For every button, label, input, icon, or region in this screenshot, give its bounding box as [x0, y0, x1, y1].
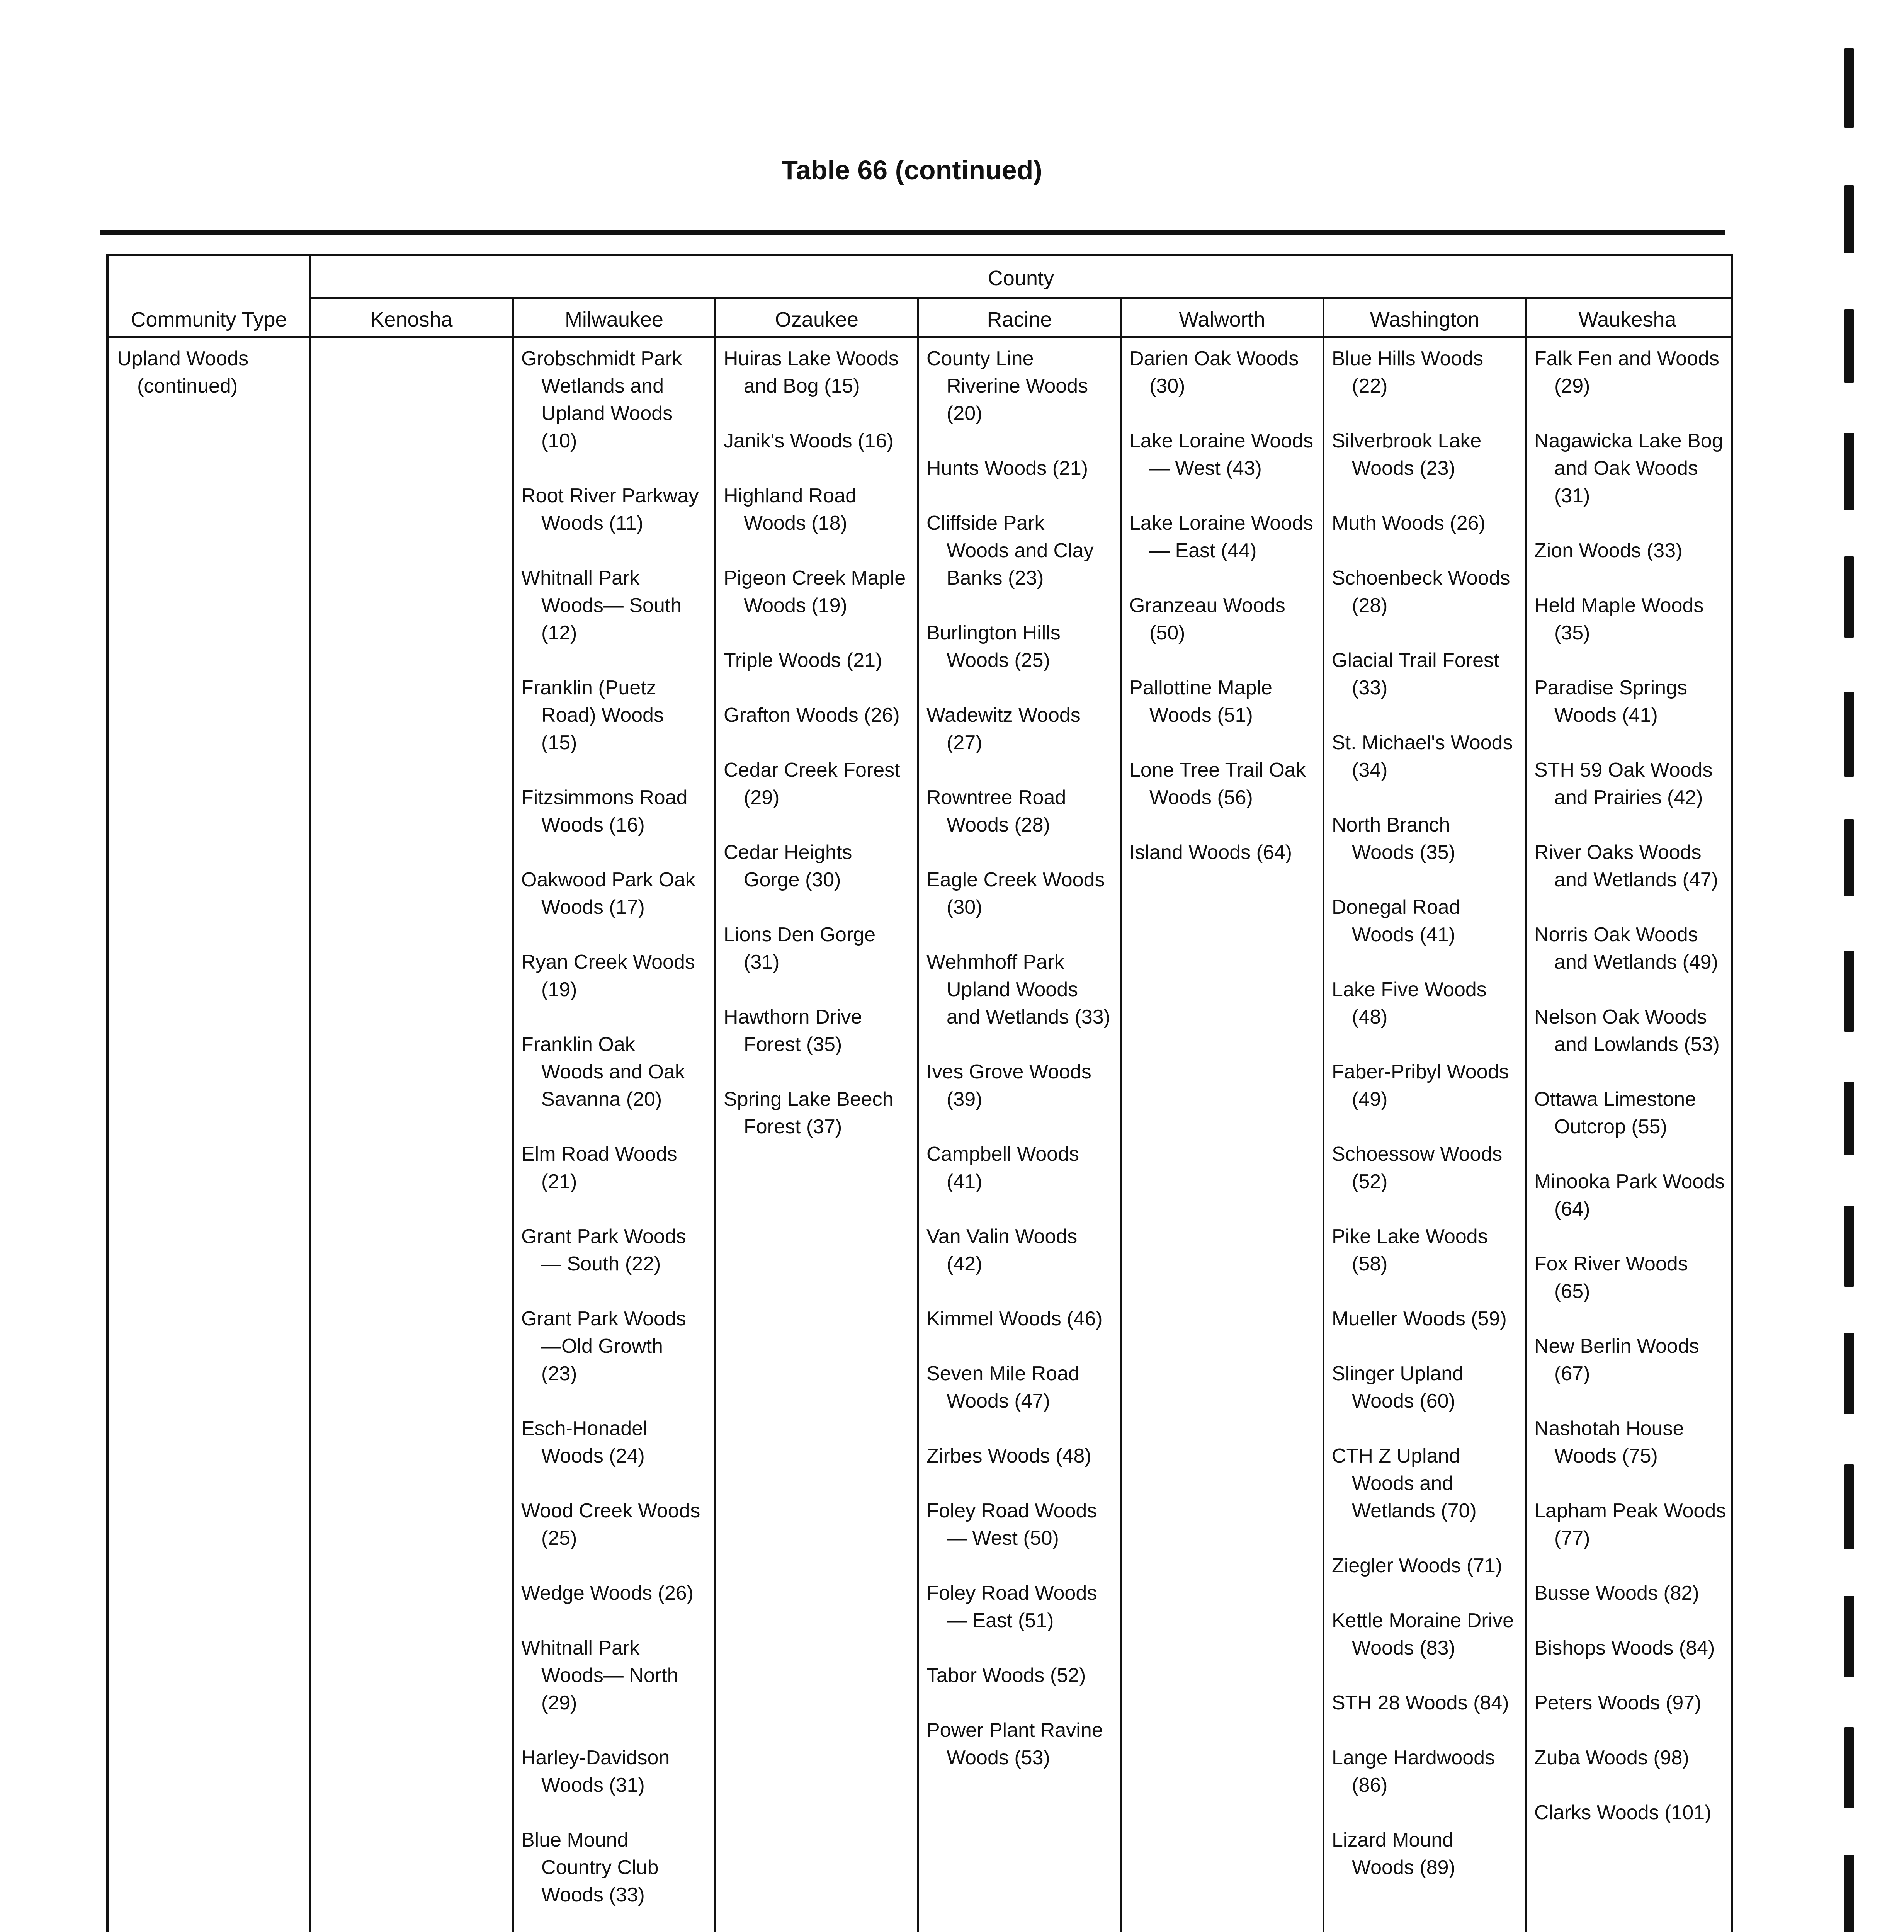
site-entry: Lange Hardwoods (86) — [1332, 1747, 1495, 1796]
site-entry: Mueller Woods (59) — [1332, 1308, 1507, 1330]
site-entry: Triple Woods (21) — [724, 649, 882, 672]
binding-mark — [1844, 1855, 1854, 1932]
table-title: Table 66 (continued) — [781, 155, 1042, 185]
site-entry: Highland Road Woods (18) — [724, 485, 857, 534]
site-entry: Muth Woods (26) — [1332, 512, 1486, 534]
site-entry: Paradise Springs Woods (41) — [1534, 677, 1687, 726]
site-entry: Ryan Creek Woods (19) — [521, 951, 695, 1001]
washington-cell — [1332, 345, 1517, 1909]
site-entry: Whitnall Park Woods— South (12) — [521, 567, 682, 644]
site-entry: Kimmel Woods (46) — [926, 1308, 1103, 1330]
county-header-racine: Racine — [987, 308, 1052, 331]
site-entry: Clarks Woods (101) — [1534, 1801, 1712, 1824]
site-entry: Island Woods (64) — [1129, 841, 1292, 864]
site-entry: Lions Den Gorge (31) — [724, 923, 876, 973]
site-entry: Tabor Woods (52) — [926, 1664, 1086, 1687]
binding-mark — [1844, 48, 1854, 128]
site-entry: Pallottine Maple Woods (51) — [1129, 677, 1272, 726]
site-entry: Donegal Road Woods (41) — [1332, 896, 1460, 946]
site-entry: Foley Road Woods— East (51) — [926, 1582, 1097, 1632]
site-entry: Granzeau Woods (50) — [1129, 594, 1285, 644]
county-header-milwaukee: Milwaukee — [564, 308, 664, 331]
site-entry: Hunts Woods (21) — [926, 457, 1088, 480]
site-entry: Minooka Park Woods (64) — [1534, 1170, 1725, 1220]
site-entry: Van Valin Woods (42) — [926, 1225, 1078, 1275]
header-divider — [309, 297, 1731, 299]
site-entry: Grant Park Woods— South (22) — [521, 1225, 686, 1275]
site-entry: Wehmhoff Park Upland Woods and Wetlands (33) — [926, 951, 1110, 1028]
site-entry: Whitnall Park Woods— North (29) — [521, 1637, 678, 1714]
community-type-header: Community Type — [131, 308, 287, 331]
site-entry: Cliffside Park Woods and Clay Banks (23) — [926, 512, 1094, 589]
site-entry: Darien Oak Woods (30) — [1129, 347, 1299, 397]
site-entry: Wadewitz Woods (27) — [926, 704, 1081, 754]
site-entry: Glacial Trail Forest (33) — [1332, 649, 1499, 699]
site-entry: Rowntree Road Woods (28) — [926, 786, 1066, 836]
county-header-kenosha: Kenosha — [370, 308, 453, 331]
site-entry: Ives Grove Woods (39) — [926, 1061, 1091, 1111]
site-entry: North Branch Woods (35) — [1332, 814, 1455, 864]
header-bottom-rule — [109, 336, 1731, 338]
site-entry: Pigeon Creek Maple Woods (19) — [724, 567, 906, 617]
ozaukee-cell — [724, 345, 909, 1168]
binding-mark — [1844, 433, 1854, 510]
site-entry: Hawthorn Drive Forest (35) — [724, 1006, 862, 1056]
site-entry: Franklin Oak Woods and Oak Savanna (20) — [521, 1033, 685, 1111]
site-entry: Oakwood Park Oak Woods (17) — [521, 869, 695, 918]
binding-mark — [1844, 1082, 1854, 1155]
binding-mark — [1844, 309, 1854, 383]
binding-mark — [1844, 1333, 1854, 1414]
site-entry: Slinger Upland Woods (60) — [1332, 1362, 1464, 1412]
site-entry: Busse Woods (82) — [1534, 1582, 1699, 1604]
site-entry: Lake Five Woods (48) — [1332, 978, 1487, 1028]
binding-mark — [1844, 1206, 1854, 1287]
site-entry: Silverbrook Lake Woods (23) — [1332, 430, 1482, 480]
site-entry: STH 59 Oak Woods and Prairies (42) — [1534, 759, 1713, 809]
site-entry: Pike Lake Woods (58) — [1332, 1225, 1488, 1275]
site-entry: Bishops Woods (84) — [1534, 1637, 1715, 1659]
site-entry: Peters Woods (97) — [1534, 1692, 1702, 1714]
site-entry: Wood Creek Woods (25) — [521, 1500, 700, 1549]
site-entry: Lone Tree Trail Oak Woods (56) — [1129, 759, 1306, 809]
site-entry: Cedar Creek Forest (29) — [724, 759, 900, 809]
binding-mark — [1844, 1596, 1854, 1677]
site-entry: Ziegler Woods (71) — [1332, 1554, 1503, 1577]
site-entry: Lizard Mound Woods (89) — [1332, 1829, 1455, 1879]
site-entry: Lake Loraine Woods— West (43) — [1129, 430, 1314, 480]
site-entry: Blue Mound Country Club Woods (33) — [521, 1829, 659, 1906]
site-entry: Harley-Davidson Woods (31) — [521, 1747, 670, 1796]
site-entry: Franklin (Puetz Road) Woods (15) — [521, 677, 664, 754]
title-rule — [100, 230, 1726, 235]
site-entry: River Oaks Woods and Wetlands (47) — [1534, 841, 1718, 891]
binding-mark — [1844, 951, 1854, 1032]
site-entry: CTH Z Upland Woods and Wetlands (70) — [1332, 1445, 1477, 1522]
site-entry: Schoenbeck Woods (28) — [1332, 567, 1510, 617]
site-entry: Lake Loraine Woods— East (44) — [1129, 512, 1314, 562]
site-entry: Grobschmidt Park Wetlands and Upland Woods (10) — [521, 347, 682, 452]
site-entry: Blue Hills Woods (22) — [1332, 347, 1484, 397]
community-type-value: Upland Woods (continued) — [117, 347, 249, 397]
site-entry: Fox River Woods (65) — [1534, 1253, 1688, 1303]
site-entry: Huiras Lake Woods and Bog (15) — [724, 347, 899, 397]
site-entry: Zuba Woods (98) — [1534, 1747, 1689, 1769]
site-entry: Foley Road Woods— West (50) — [926, 1500, 1097, 1549]
site-entry: Grafton Woods (26) — [724, 704, 900, 726]
site-entry: Falk Fen and Woods (29) — [1534, 347, 1719, 397]
binding-mark — [1844, 819, 1854, 896]
binding-mark — [1844, 556, 1854, 638]
county-group-header: County — [988, 267, 1054, 290]
binding-mark — [1844, 692, 1854, 777]
site-entry: Burlington Hills Woods (25) — [926, 622, 1061, 672]
site-entry: Fitzsimmons Road Woods (16) — [521, 786, 688, 836]
site-entry: Power Plant Ravine Woods (53) — [926, 1719, 1103, 1769]
site-entry: Cedar Heights Gorge (30) — [724, 841, 852, 891]
walworth-cell — [1129, 345, 1315, 894]
site-entry: County Line Riverine Woods (20) — [926, 347, 1088, 425]
waukesha-cell — [1534, 345, 1727, 1854]
site-entry: Held Maple Woods (35) — [1534, 594, 1704, 644]
binding-mark — [1844, 1464, 1854, 1549]
site-entry: Grant Park Woods—Old Growth (23) — [521, 1308, 686, 1385]
binding-mark — [1844, 1727, 1854, 1808]
site-entry: Seven Mile Road Woods (47) — [926, 1362, 1080, 1412]
column-divider — [714, 298, 716, 1932]
site-entry: Lapham Peak Woods (77) — [1534, 1500, 1726, 1549]
site-entry: St. Michael's Woods (34) — [1332, 731, 1513, 781]
site-entry: Wedge Woods (26) — [521, 1582, 694, 1604]
community-type-cell — [117, 345, 295, 427]
column-divider — [1323, 298, 1324, 1932]
site-entry: Zirbes Woods (48) — [926, 1445, 1091, 1467]
county-header-ozaukee: Ozaukee — [775, 308, 859, 331]
site-entry: Norris Oak Woods and Wetlands (49) — [1534, 923, 1718, 973]
county-header-walworth: Walworth — [1179, 308, 1265, 331]
site-entry: Faber-Pribyl Woods (49) — [1332, 1061, 1509, 1111]
site-entry: Janik's Woods (16) — [724, 430, 894, 452]
column-divider — [917, 298, 919, 1932]
site-entry: Nelson Oak Woods and Lowlands (53) — [1534, 1006, 1720, 1056]
column-divider — [1525, 298, 1527, 1932]
column-divider — [309, 256, 311, 1932]
community-table — [106, 254, 1733, 1932]
site-entry: Esch-Honadel Woods (24) — [521, 1417, 648, 1467]
site-entry: Nashotah House Woods (75) — [1534, 1417, 1684, 1467]
site-entry: Ottawa Limestone Outcrop (55) — [1534, 1088, 1697, 1138]
county-header-waukesha: Waukesha — [1578, 308, 1676, 331]
racine-cell — [926, 345, 1112, 1799]
site-entry: Elm Road Woods (21) — [521, 1143, 677, 1193]
site-entry: Spring Lake Beech Forest (37) — [724, 1088, 894, 1138]
site-entry: Kettle Moraine Drive Woods (83) — [1332, 1609, 1514, 1659]
binding-mark — [1844, 185, 1854, 253]
column-divider — [512, 298, 514, 1932]
milwaukee-cell — [521, 345, 703, 1932]
column-divider — [1120, 298, 1122, 1932]
site-entry: New Berlin Woods (67) — [1534, 1335, 1699, 1385]
site-entry: Campbell Woods (41) — [926, 1143, 1080, 1193]
site-entry: Root River Parkway Woods (11) — [521, 485, 699, 534]
site-entry: Eagle Creek Woods (30) — [926, 869, 1105, 918]
county-header-washington: Washington — [1370, 308, 1480, 331]
site-entry: STH 28 Woods (84) — [1332, 1692, 1509, 1714]
site-entry: Nagawicka Lake Bog and Oak Woods (31) — [1534, 430, 1723, 507]
site-entry: Schoessow Woods (52) — [1332, 1143, 1503, 1193]
site-entry: Zion Woods (33) — [1534, 539, 1683, 562]
